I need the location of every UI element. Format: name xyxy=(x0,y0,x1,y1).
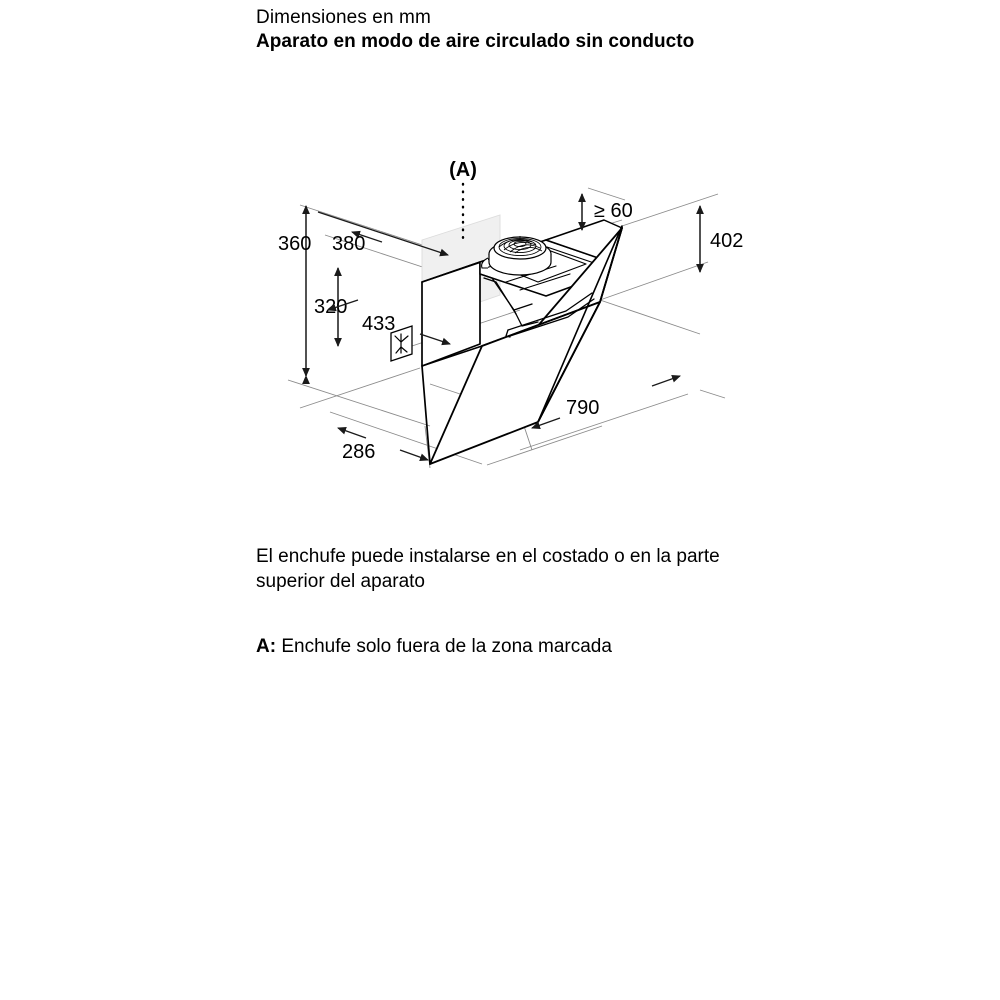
dimension-360-label: 360 xyxy=(278,233,312,255)
dimension-360 xyxy=(278,206,311,376)
page-subtitle: Dimensiones en mm xyxy=(256,7,431,28)
dimension-380-label: 380 xyxy=(332,233,366,255)
dimension-433-label: 433 xyxy=(362,313,396,335)
note-socket-position: El enchufe puede instalarse en el costado o en la parte superior del aparato xyxy=(256,546,720,592)
dimension-286 xyxy=(338,428,428,463)
note-zone-a xyxy=(256,634,776,659)
page-title: Aparato en modo de aire circulado sin conducto xyxy=(256,31,695,52)
dimension-320 xyxy=(314,268,347,346)
dimension-790-label: 790 xyxy=(566,397,600,419)
note-zone-a-text: Enchufe solo fuera de la zona marcada xyxy=(281,636,612,657)
dimension-402-label: 402 xyxy=(710,230,744,252)
note-zone-a-label: A: xyxy=(256,636,277,657)
dimension-286-label: 286 xyxy=(342,441,376,463)
dimension-320-label: 320 xyxy=(314,296,348,318)
zone-a-label: (A) xyxy=(449,159,477,181)
dimension-380 xyxy=(318,212,448,255)
technical-drawing xyxy=(270,150,744,490)
drawing-canvas xyxy=(270,150,744,490)
heading-block xyxy=(256,6,776,53)
dimension-min60-label: ≥ 60 xyxy=(594,200,633,222)
